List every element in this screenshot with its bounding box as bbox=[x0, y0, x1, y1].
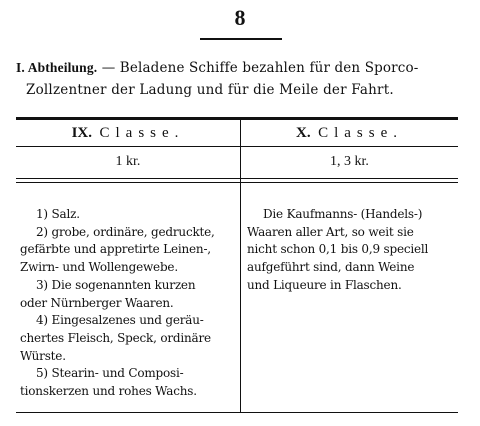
goods-line: 4) Eingesalzenes und geräu- bbox=[36, 313, 204, 328]
intro-line-2: Zollzentner der Ladung und für die Meile der Fahrt. bbox=[26, 82, 394, 98]
goods-line: Würste. bbox=[20, 348, 66, 363]
page-number: 8 bbox=[234, 5, 246, 30]
intro-line-1 bbox=[16, 57, 466, 79]
class-ix-word: Classe. bbox=[99, 125, 185, 141]
goods-line: und Liqueure in Flaschen. bbox=[247, 277, 402, 292]
goods-line: Die Kaufmanns- (Handels-) bbox=[263, 207, 423, 221]
goods-line: gefärbte und appretirte Leinen-, bbox=[20, 242, 211, 257]
goods-line: 2) grobe, ordinäre, gedruckte, bbox=[36, 224, 215, 239]
goods-line: aufgeführt sind, dann Weine bbox=[247, 260, 415, 275]
goods-line: Waaren aller Art, so weit sie bbox=[247, 224, 414, 239]
class-x-word: Classe. bbox=[318, 125, 403, 141]
goods-line: Zwirn- und Wollengewebe. bbox=[20, 260, 178, 275]
table-bottom-rule bbox=[16, 412, 458, 413]
goods-line: nicht schon 0,1 bis 0,9 speciell bbox=[247, 242, 429, 257]
intro-text-1: — Beladene Schiffe bezahlen für den Sporco- bbox=[97, 60, 419, 76]
class-ix-goods bbox=[20, 206, 236, 401]
goods-line: oder Nürnberger Waaren. bbox=[20, 295, 174, 310]
class-x-rate: 1, 3 kr. bbox=[330, 154, 369, 169]
section-heading: I. Abtheilung. bbox=[16, 60, 98, 75]
header-rule bbox=[16, 146, 458, 147]
class-x-number: X. bbox=[295, 125, 311, 141]
goods-line: 3) Die sogenannten kurzen bbox=[36, 277, 196, 292]
goods-line: chertes Fleisch, Speck, ordinäre bbox=[20, 330, 211, 345]
class-ix-number: IX. bbox=[71, 125, 92, 141]
class-ix-header bbox=[16, 121, 240, 145]
class-ix-rate: 1 kr. bbox=[115, 154, 141, 169]
rate-rule-upper bbox=[16, 178, 458, 179]
goods-line: 5) Stearin- und Composi- bbox=[36, 366, 184, 381]
section-intro bbox=[16, 57, 466, 101]
rate-rule-lower bbox=[16, 182, 458, 183]
goods-line: tionskerzen und rohes Wachs. bbox=[20, 384, 197, 399]
page-number-rule bbox=[200, 38, 282, 40]
class-x-header bbox=[241, 121, 458, 145]
table-top-rule bbox=[16, 117, 458, 120]
class-x-goods bbox=[247, 206, 457, 295]
goods-line: 1) Salz. bbox=[36, 207, 80, 221]
